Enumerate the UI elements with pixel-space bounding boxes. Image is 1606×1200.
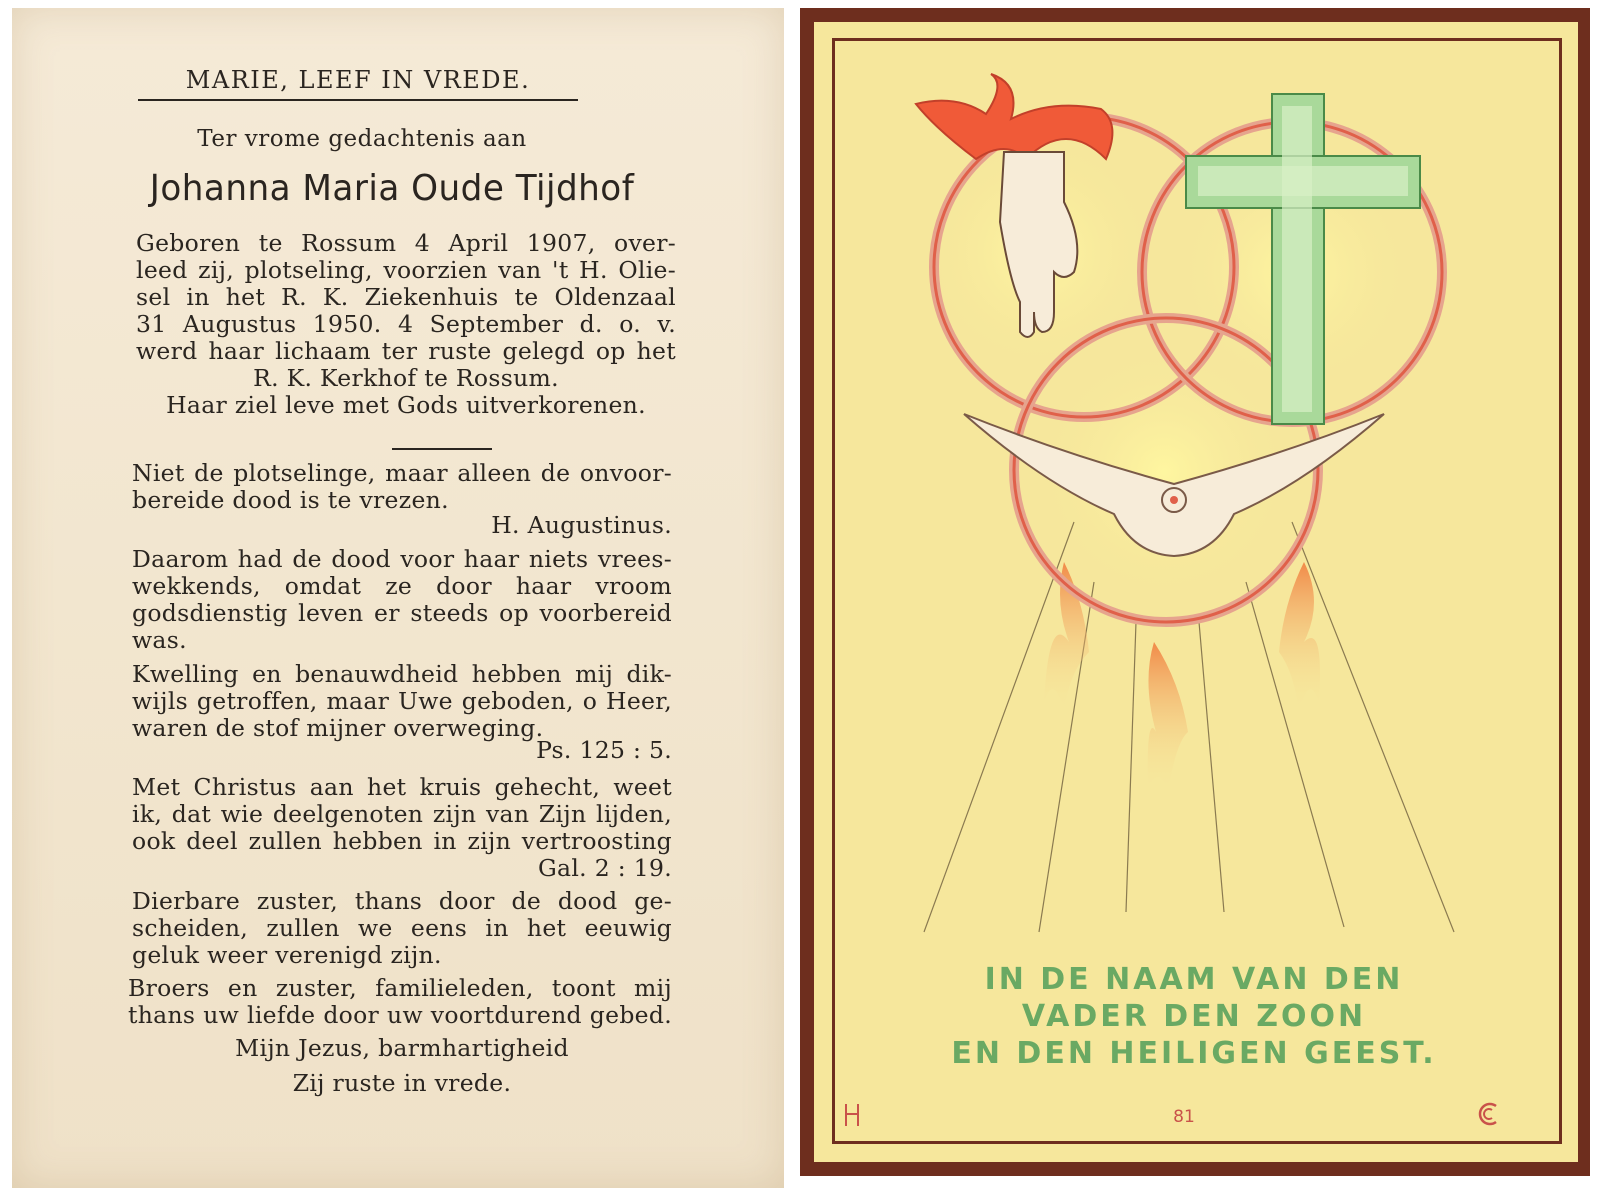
paragraph-line: scheiden, zullen we eens in het eeuwig (132, 914, 672, 942)
quote-source: Gal. 2 : 19. (537, 854, 672, 882)
artist-monogram-icon (842, 1102, 862, 1128)
biography-line: Geboren te Rossum 4 April 1907, over- (136, 229, 676, 257)
memorial-card-image-side (800, 8, 1590, 1176)
biography-line: leed zij, plotseling, voorzien van 't H. Olie- (136, 256, 676, 284)
quote-psalm (132, 661, 672, 742)
quote-line: ik, dat wie deelgenoten zijn van Zijn lijden, (132, 800, 672, 828)
closing-line: Zij ruste in vrede. (292, 1069, 512, 1097)
quote-line: bereide dood is te vrezen. (132, 486, 449, 514)
quote-source: Ps. 125 : 5. (536, 736, 672, 764)
quote-source: H. Augustinus. (491, 511, 672, 539)
paragraph-line: Broers en zuster, familieleden, toont mij (128, 974, 672, 1002)
biography-line: werd haar lichaam ter ruste gelegd op het (136, 337, 676, 365)
caption-line: EN DEN HEILIGEN GEEST. (951, 1036, 1437, 1071)
quote-line: Niet de plotselinge, maar alleen de onvoor- (132, 459, 672, 487)
paragraph-line: Dierbare zuster, thans door de dood ge- (132, 887, 672, 915)
quote-galatians (132, 774, 672, 882)
biography-paragraph (136, 230, 676, 419)
paragraph-sister (132, 888, 672, 969)
quote-line: waren de stof mijner overweging. (132, 714, 544, 742)
paragraph-line: geluk weer verenigd zijn. (132, 941, 442, 969)
quote-line: Met Christus aan het kruis gehecht, weet (132, 773, 672, 801)
paragraph-line: thans uw liefde door uw voortdurend gebed. (128, 1001, 672, 1029)
quote-line: Kwelling en benauwdheid hebben mij dik- (132, 660, 672, 688)
print-number: 81 (1173, 1107, 1195, 1127)
intro-line: Ter vrome gedachtenis aan (197, 126, 527, 152)
caption-line: VADER DEN ZOON (1021, 999, 1367, 1034)
closing-prayer (182, 1035, 622, 1105)
deceased-name: Johanna Maria Oude Tijdhof (149, 168, 635, 209)
paragraph-family (128, 975, 672, 1029)
paragraph-line: was. (132, 626, 187, 654)
card-background (814, 22, 1578, 1162)
quote-line: wijls getroffen, maar Uwe geboden, o Heer, (132, 687, 672, 715)
paragraph-line: Daarom had de dood voor haar niets vrees- (132, 545, 672, 573)
paragraph-line: godsdienstig leven er steeds op voorbereid (132, 599, 672, 627)
biography-line: R. K. Kerkhof te Rossum. (253, 364, 559, 392)
paragraph-preparation (132, 546, 672, 654)
motto-divider (138, 99, 578, 101)
biography-line: 31 Augustus 1950. 4 September d. o. v. (136, 310, 676, 338)
biography-line: Haar ziel leve met Gods uitverkorenen. (166, 391, 646, 419)
paragraph-line: wekkends, omdat ze door haar vroom (132, 572, 672, 600)
motto-heading: MARIE, LEEF IN VREDE. (185, 66, 531, 94)
publisher-mark-icon (1474, 1100, 1502, 1128)
quote-line: ook deel zullen hebben in zijn vertroosting (132, 827, 672, 855)
memorial-card-text-side (12, 8, 784, 1188)
section-divider (392, 448, 492, 450)
quote-augustinus (132, 460, 672, 514)
closing-line: Mijn Jezus, barmhartigheid (235, 1034, 569, 1062)
caption-line: IN DE NAAM VAN DEN (984, 962, 1404, 997)
biography-line: sel in het R. K. Ziekenhuis te Oldenzaal (136, 283, 676, 311)
